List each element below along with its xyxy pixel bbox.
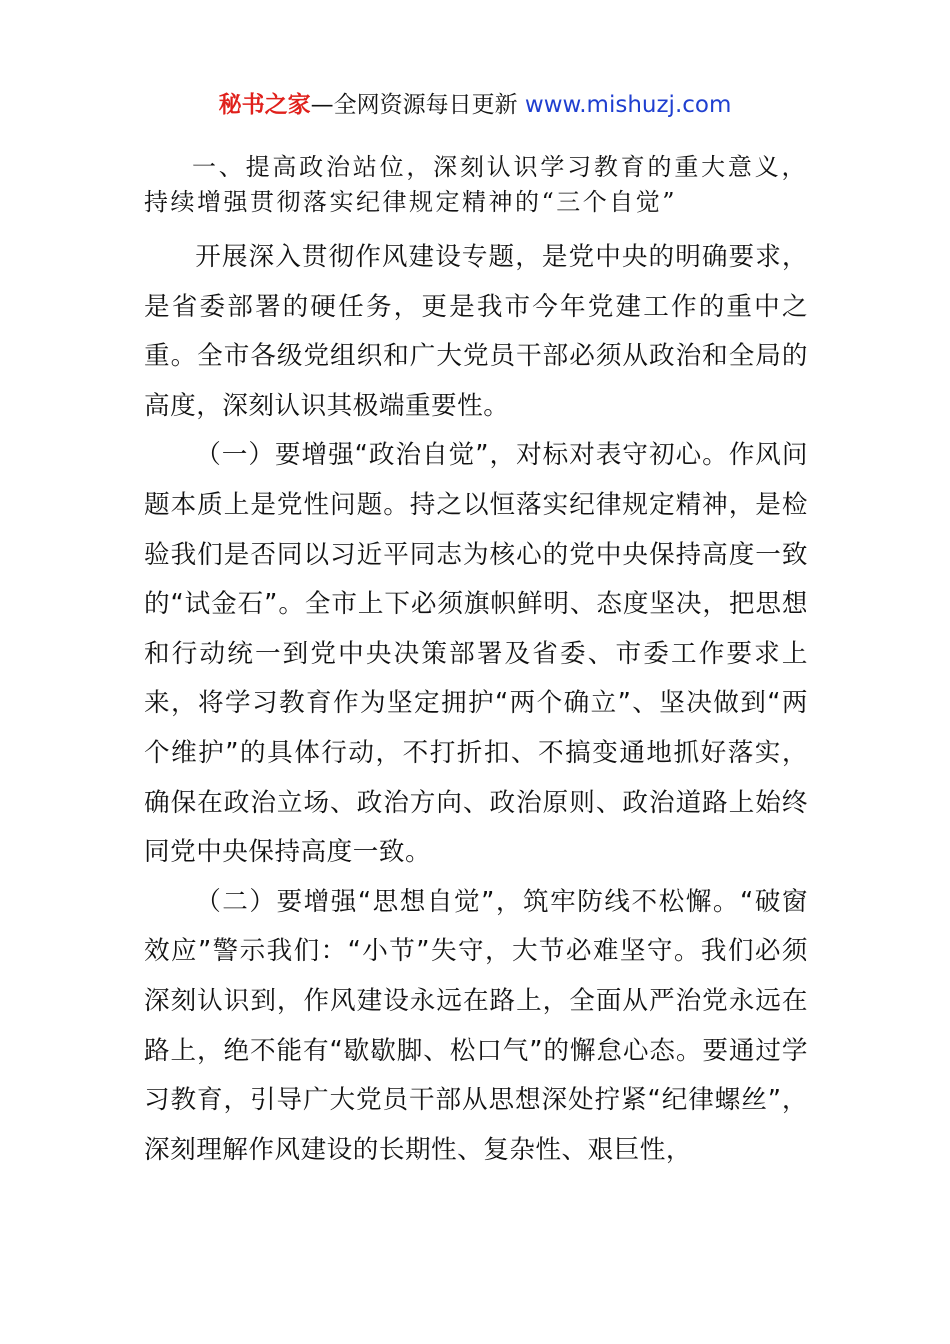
paragraph-intro: 开展深入贯彻作风建设专题，是党中央的明确要求，是省委部署的硬任务，更是我市今年党建工作的重中之重。全市各级党组织和广大党员干部必须从政治和全局的高度，深刻认识其极端重要性。 xyxy=(144,242,808,421)
document-body xyxy=(144,150,808,1175)
site-header xyxy=(0,88,950,122)
site-url-link[interactable]: www.mishuzj.com xyxy=(524,92,732,118)
site-brand: 秘书之家 xyxy=(218,92,311,118)
paragraph-ideological-awareness: （二）要增强“思想自觉”，筑牢防线不松懈。“破窗效应”警示我们：“小节”失守，大节必难坚守。我们必须深刻认识到，作风建设永远在路上，全面从严治党永远在路上，绝不能有“歇歇脚、松口气”的懈怠心态。要通过学习教育，引导广大党员干部从思想深处拧紧“纪律螺丝”，深刻理解作风建设的长期性、复杂性、艰巨性， xyxy=(144,886,808,1165)
site-tagline: —全网资源每日更新 xyxy=(310,92,518,118)
paragraph-political-awareness: （一）要增强“政治自觉”，对标对表守初心。作风问题本质上是党性问题。持之以恒落实纪律规定精神，是检验我们是否同以习近平同志为核心的党中央保持高度一致的“试金石”。全市上下必须旗帜鲜明、态度坚决，把思想和行动统一到党中央决策部署及省委、市委工作要求上来，将学习教育作为坚定拥护“两个确立”、坚决做到“两个维护”的具体行动，不打折扣、不搞变通地抓好落实，确保在政治立场、政治方向、政治原则、政治道路上始终同党中央保持高度一致。 xyxy=(144,440,808,868)
section-heading: 一、提高政治站位，深刻认识学习教育的重大意义，持续增强贯彻落实纪律规定精神的“三个自觉” xyxy=(144,153,808,216)
